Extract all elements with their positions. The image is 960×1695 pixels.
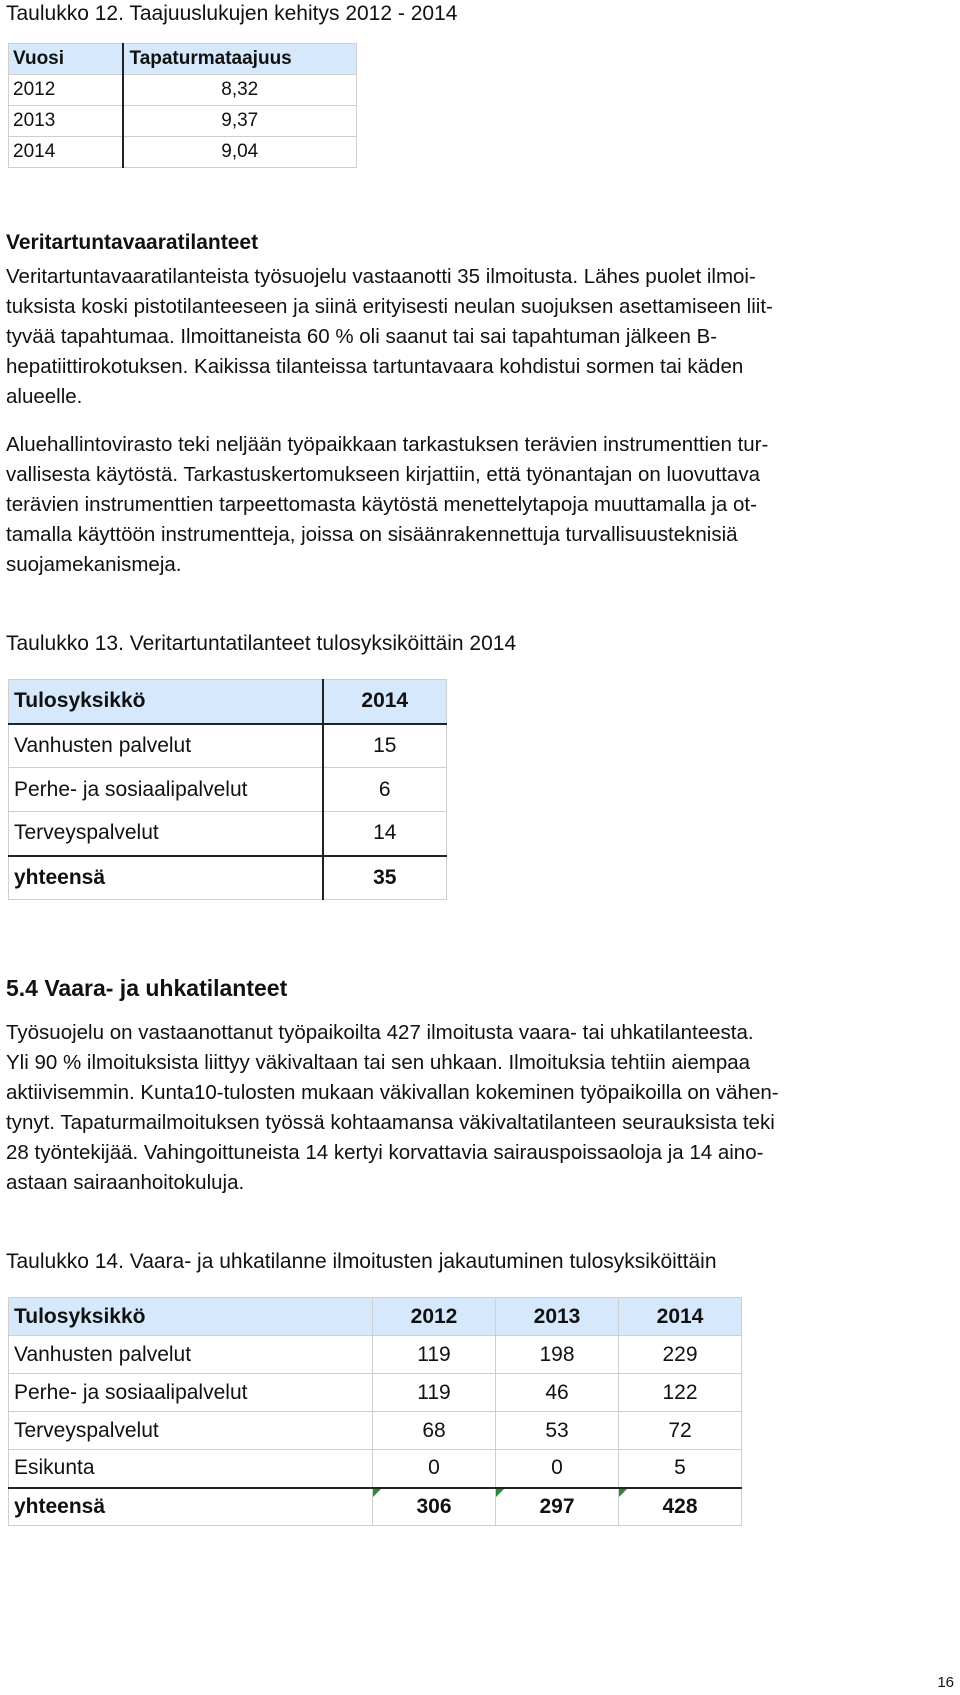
table-row	[9, 768, 447, 812]
cell-year: 2014	[9, 137, 123, 168]
header-cell-2014: 2014	[619, 1298, 742, 1336]
header-cell-tapaturmataajuus: Tapaturmataajuus	[123, 44, 357, 75]
paragraph-5-4	[6, 1018, 946, 1198]
text-line: Yli 90 % ilmoituksista liittyy väkivaltaan tai sen uhkaan. Ilmoituksia tehtiin aiempaa	[6, 1051, 751, 1074]
table-row	[9, 75, 357, 106]
table-total-row	[9, 1488, 742, 1526]
table-header-row	[9, 44, 357, 75]
cell-frequency: 9,04	[123, 137, 357, 168]
header-cell-vuosi: Vuosi	[9, 44, 123, 75]
cell-frequency: 8,32	[123, 75, 357, 106]
cell-value: 229	[619, 1336, 742, 1374]
table-row	[9, 1374, 742, 1412]
header-cell-2014: 2014	[323, 680, 447, 724]
header-cell-2013: 2013	[496, 1298, 619, 1336]
cell-total-label: yhteensä	[9, 856, 323, 900]
table-row	[9, 1450, 742, 1488]
cell-total-value: 428	[619, 1488, 742, 1526]
section-heading-5-4: 5.4 Vaara- ja uhkatilanteet	[6, 975, 288, 1001]
cell-unit: Vanhusten palvelut	[9, 724, 323, 768]
header-cell-tulosyksikko: Tulosyksikkö	[9, 1298, 373, 1336]
cell-value: 53	[496, 1412, 619, 1450]
cell-value: 46	[496, 1374, 619, 1412]
table-header-row	[9, 680, 447, 724]
header-cell-2012: 2012	[373, 1298, 496, 1336]
cell-year: 2013	[9, 106, 123, 137]
table-12-caption: Taulukko 12. Taajuuslukujen kehitys 2012 - 2014	[6, 2, 458, 25]
cell-value: 122	[619, 1374, 742, 1412]
cell-total-value: 306	[373, 1488, 496, 1526]
text-line: suojamekanismeja.	[6, 553, 182, 576]
table-row	[9, 812, 447, 856]
header-cell-tulosyksikko: Tulosyksikkö	[9, 680, 323, 724]
cell-value: 14	[323, 812, 447, 856]
cell-value: 5	[619, 1450, 742, 1488]
cell-value: 0	[496, 1450, 619, 1488]
table-total-row	[9, 856, 447, 900]
table-row	[9, 1336, 742, 1374]
cell-total-label: yhteensä	[9, 1488, 373, 1526]
cell-value: 72	[619, 1412, 742, 1450]
text-line: vallisesta käytöstä. Tarkastuskertomukseen kirjattiin, että työnantajan on luovuttava	[6, 463, 760, 486]
table-row	[9, 724, 447, 768]
table-header-row	[9, 1298, 742, 1336]
table-row	[9, 106, 357, 137]
paragraph-veritartunta-2	[6, 430, 946, 580]
cell-unit: Perhe- ja sosiaalipalvelut	[9, 1374, 373, 1412]
text-line: Työsuojelu on vastaanottanut työpaikoilta 427 ilmoitusta vaara- tai uhkatilanteesta.	[6, 1021, 754, 1044]
table-row	[9, 1412, 742, 1450]
table-14	[8, 1297, 742, 1526]
cell-value: 68	[373, 1412, 496, 1450]
cell-unit: Esikunta	[9, 1450, 373, 1488]
table-13	[8, 679, 447, 900]
table-13-caption: Taulukko 13. Veritartuntatilanteet tulosyksiköittäin 2014	[6, 632, 517, 655]
text-line: tuksista koski pistotilanteeseen ja siinä erityisesti neulan suojuksen asettamiseen liit-	[6, 295, 773, 318]
text-line: astaan sairaanhoitokuluja.	[6, 1171, 245, 1194]
cell-total-value: 35	[323, 856, 447, 900]
cell-unit: Terveyspalvelut	[9, 812, 323, 856]
cell-value: 6	[323, 768, 447, 812]
cell-frequency: 9,37	[123, 106, 357, 137]
text-line: Aluehallintovirasto teki neljään työpaikkaan tarkastuksen terävien instrumenttien tur-	[6, 433, 769, 456]
text-line: 28 työntekijää. Vahingoittuneista 14 kertyi korvattavia sairauspoissaoloja ja 14 aino-	[6, 1141, 764, 1164]
cell-value: 15	[323, 724, 447, 768]
cell-value: 0	[373, 1450, 496, 1488]
text-line: terävien instrumenttien tarpeettomasta käytöstä menettelytapoja muuttamalla ja ot-	[6, 493, 757, 516]
cell-unit: Terveyspalvelut	[9, 1412, 373, 1450]
text-line: tyvää tapahtumaa. Ilmoittaneista 60 % oli saanut tai sai tapahtuman jälkeen B-	[6, 325, 718, 348]
text-line: Veritartuntavaaratilanteista työsuojelu vastaanotti 35 ilmoitusta. Lähes puolet ilmoi-	[6, 265, 756, 288]
cell-total-value: 297	[496, 1488, 619, 1526]
text-line: tynyt. Tapaturmailmoituksen työssä kohtaamansa väkivaltatilanteen seurauksista teki	[6, 1111, 775, 1134]
text-line: aktiivisemmin. Kunta10-tulosten mukaan väkivallan kokeminen työpaikoilla on vähen-	[6, 1081, 779, 1104]
section-heading-veritartunta: Veritartuntavaaratilanteet	[6, 231, 259, 254]
page-number: 16	[937, 1674, 954, 1691]
text-line: hepatiittirokotuksen. Kaikissa tilanteissa tartuntavaara kohdistui sormen tai käden	[6, 355, 744, 378]
table-row	[9, 137, 357, 168]
cell-value: 119	[373, 1336, 496, 1374]
cell-year: 2012	[9, 75, 123, 106]
text-line: tamalla käyttöön instrumentteja, joissa on sisäänrakennettuja turvallisuusteknisiä	[6, 523, 738, 546]
paragraph-veritartunta-1	[6, 262, 946, 412]
table-14-caption: Taulukko 14. Vaara- ja uhkatilanne ilmoitusten jakautuminen tulosyksiköittäin	[6, 1250, 717, 1273]
cell-value: 198	[496, 1336, 619, 1374]
cell-unit: Perhe- ja sosiaalipalvelut	[9, 768, 323, 812]
cell-unit: Vanhusten palvelut	[9, 1336, 373, 1374]
cell-value: 119	[373, 1374, 496, 1412]
table-12	[8, 43, 357, 168]
text-line: alueelle.	[6, 385, 83, 408]
